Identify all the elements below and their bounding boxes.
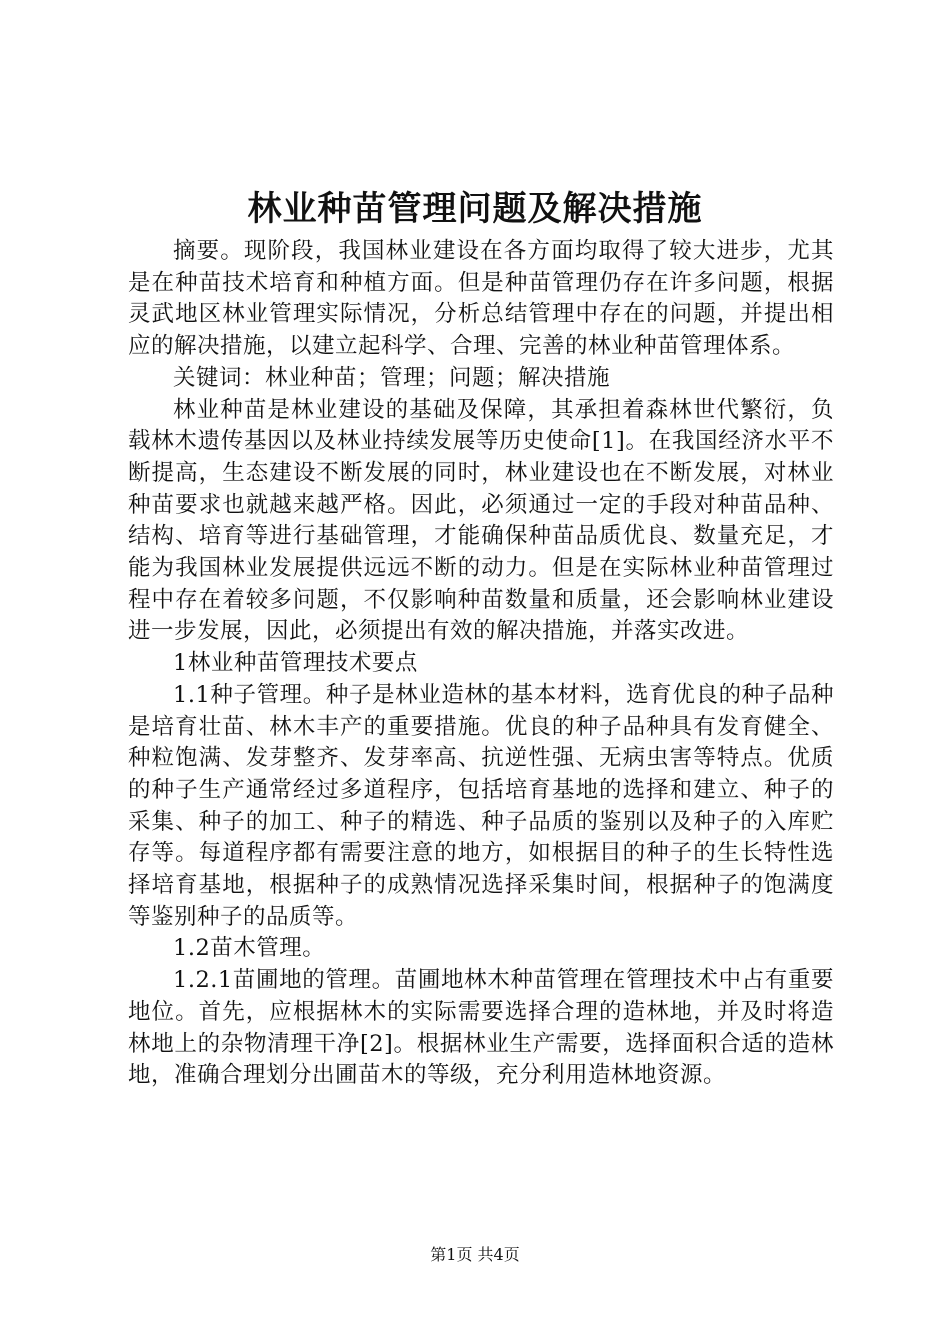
keywords-paragraph: 关键词：林业种苗；管理；问题；解决措施 — [173, 364, 611, 391]
document-body — [128, 236, 834, 1092]
subsection-1-1-paragraph: 1.1种子管理。种子是林业造林的基本材料，选育优良的种子品种是培育壮苗、林木丰产的重要措施。优良的种子品种具有发育健全、种粒饱满、发芽整齐、发芽率高、抗逆性强、无病虫害等特点。优质的种子生产通常经过多道程序，包括培育基地的选择和建立、种子的采集、种子的加工、种子的精选、种子品质的鉴别以及种子的入库贮存等。每道程序都有需要注意的地方，如根据目的种子的生长特性选择培育基地，根据种子的成熟情况选择采集时间，根据种子的饱满度等鉴别种子的品质等。 — [128, 681, 834, 930]
section-heading-1: 1林业种苗管理技术要点 — [173, 650, 418, 677]
subsection-heading-1-2: 1.2苗木管理。 — [173, 935, 326, 962]
page-number-footer: 第1页 共4页 — [430, 1245, 520, 1264]
document-title: 林业种苗管理问题及解决措施 — [247, 189, 703, 229]
abstract-paragraph: 摘要。现阶段，我国林业建设在各方面均取得了较大进步，尤其是在种苗技术培育和种植方面。但是种苗管理仍存在许多问题，根据灵武地区林业管理实际情况，分析总结管理中存在的问题，并提出相应的解决措施，以建立起科学、合理、完善的林业种苗管理体系。 — [128, 238, 834, 360]
intro-paragraph: 林业种苗是林业建设的基础及保障，其承担着森林世代繁衍，负载林木遗传基因以及林业持续发展等历史使命[1]。在我国经济水平不断提高，生态建设不断发展的同时，林业建设也在不断发展，对林业种苗要求也就越来越严格。因此，必须通过一定的手段对种苗品种、结构、培育等进行基础管理，才能确保种苗品质优良、数量充足，才能为我国林业发展提供远远不断的动力。但是在实际林业种苗管理过程中存在着较多问题，不仅影响种苗数量和质量，还会影响林业建设进一步发展，因此，必须提出有效的解决措施，并落实改进。 — [128, 396, 834, 645]
subsection-1-2-1-paragraph: 1.2.1苗圃地的管理。苗圃地林木种苗管理在管理技术中占有重要地位。首先，应根据林木的实际需要选择合理的造林地，并及时将造林地上的杂物清理干净[2]。根据林业生产需要，选择面积合适的造林地，准确合理划分出圃苗木的等级，充分利用造林地资源。 — [128, 967, 834, 1089]
